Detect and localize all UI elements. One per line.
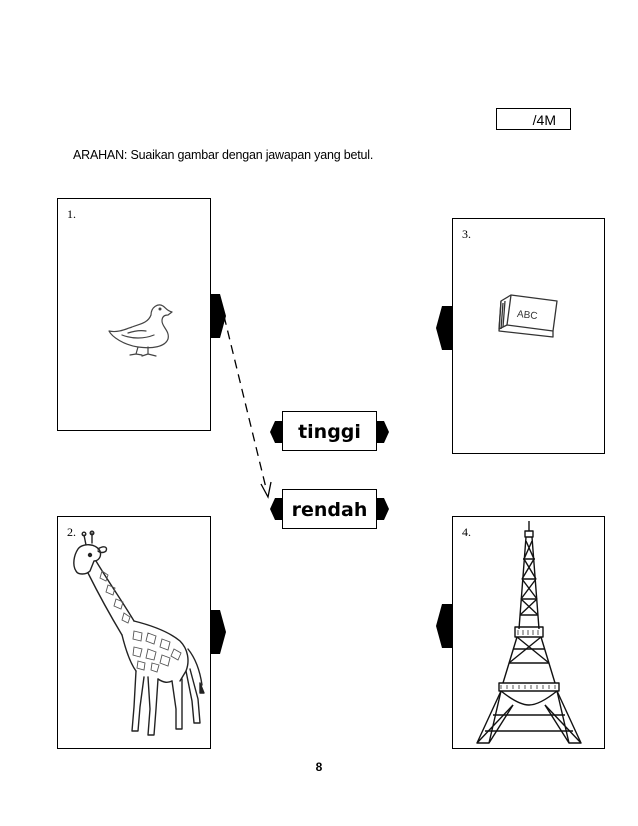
eiffel-tower-icon	[471, 519, 591, 747]
answer-word-tinggi: tinggi	[298, 421, 361, 443]
picture-card-1	[57, 198, 211, 431]
connector-dot-rendah-right[interactable]	[377, 498, 389, 520]
score-box	[496, 108, 571, 130]
score-text: /4M	[532, 112, 556, 128]
connector-dot-rendah-left[interactable]	[270, 498, 282, 520]
page-number: 8	[315, 760, 323, 774]
connector-dot-tinggi-right[interactable]	[377, 421, 389, 443]
picture-card-2	[57, 516, 211, 749]
duck-icon	[108, 297, 180, 357]
picture-card-4	[452, 516, 605, 749]
giraffe-icon	[68, 531, 208, 741]
instruction-text: ARAHAN: Suaikan gambar dengan jawapan yang betul.	[73, 148, 374, 162]
answer-box-rendah[interactable]	[282, 489, 377, 529]
connector-dot-card-3[interactable]	[436, 306, 452, 350]
book-cover-label: ABC	[516, 308, 539, 323]
card-number: 4.	[462, 525, 471, 539]
card-number: 2.	[67, 525, 76, 539]
example-dashed-arrow	[220, 310, 280, 500]
picture-card-3	[452, 218, 605, 454]
connector-dot-card-4[interactable]	[436, 604, 452, 648]
card-number: 1.	[67, 207, 76, 221]
card-number: 3.	[462, 227, 471, 241]
answer-word-rendah: rendah	[291, 499, 368, 521]
book-icon	[497, 291, 563, 339]
answer-box-tinggi[interactable]	[282, 411, 377, 451]
connector-dot-card-2[interactable]	[210, 610, 226, 654]
